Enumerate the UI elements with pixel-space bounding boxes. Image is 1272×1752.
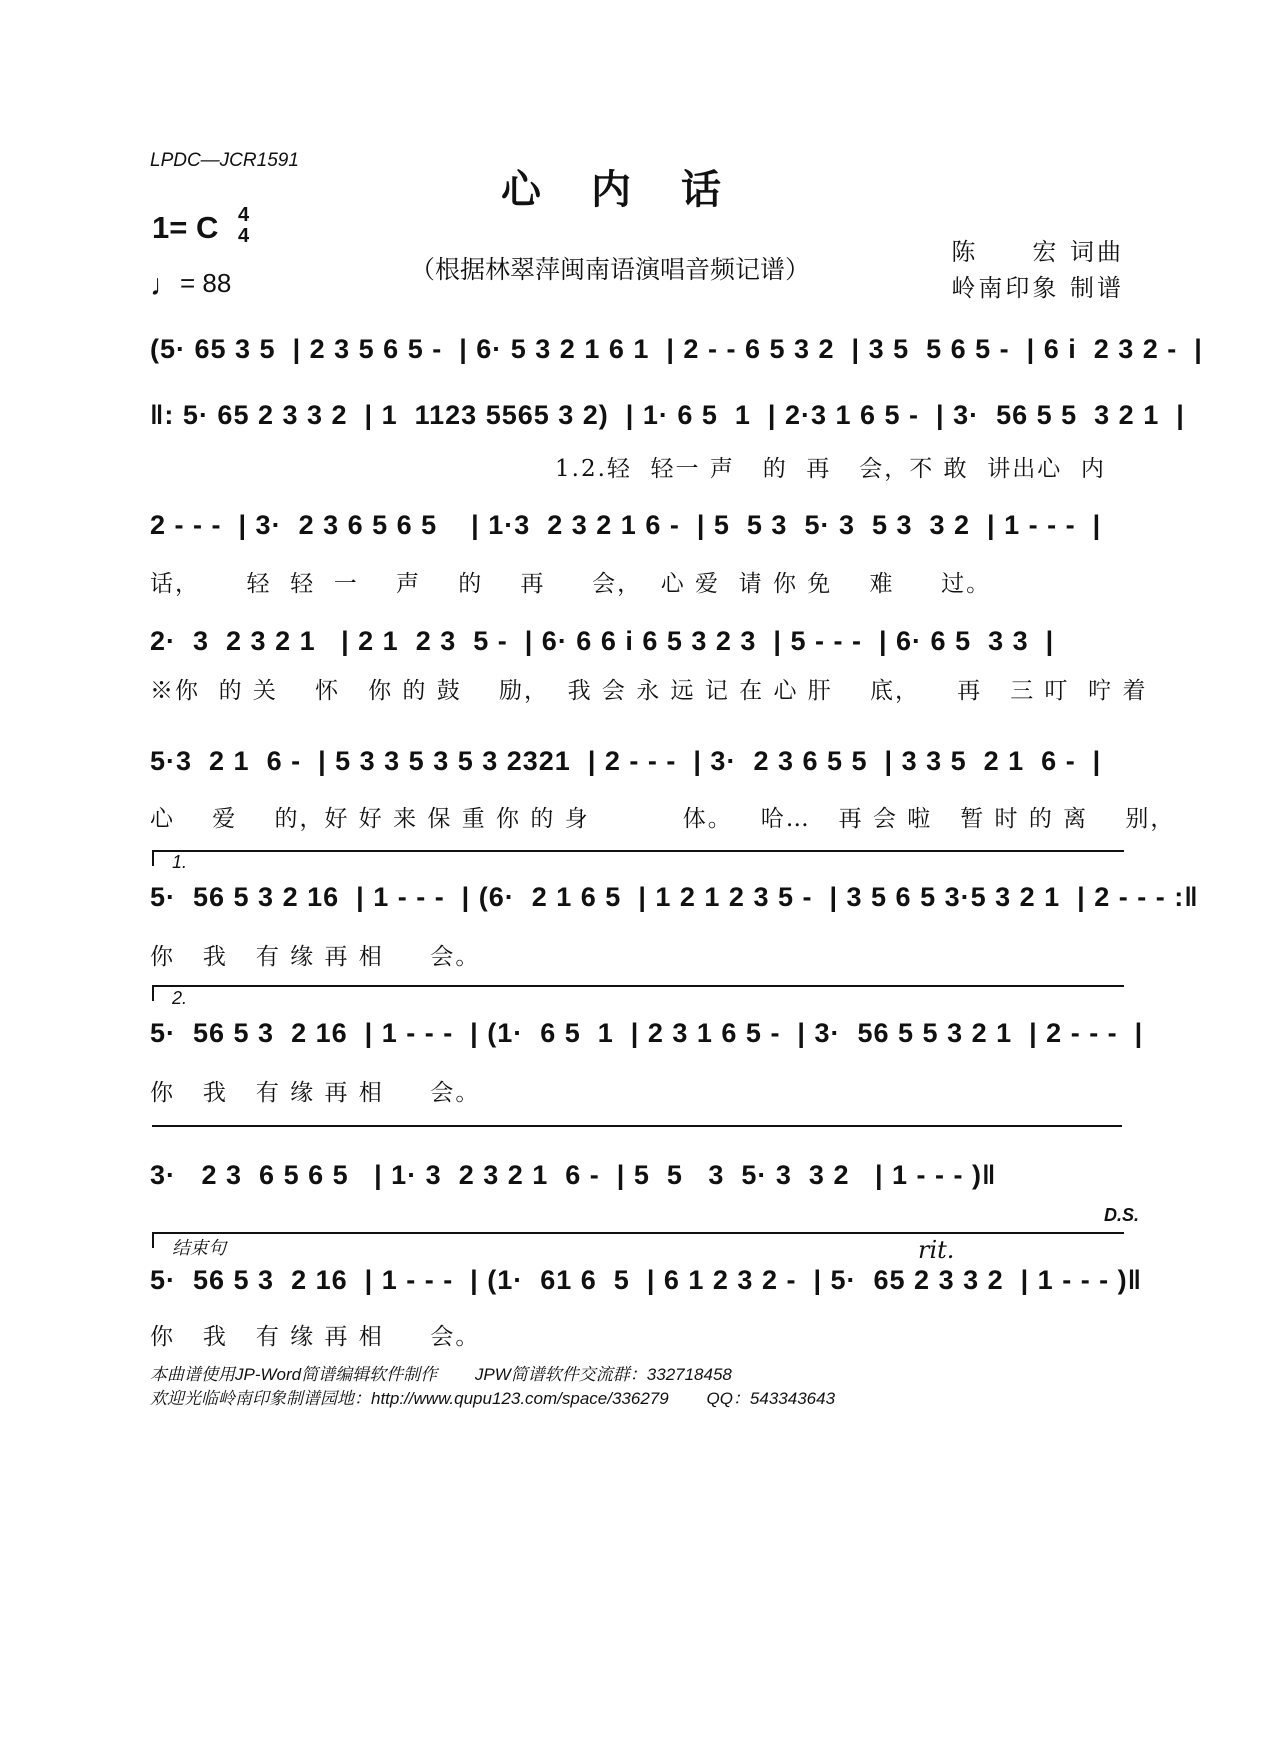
lyrics-row-5: 心 爱 的，好 好 来 保 重 你 的 身 体。 哈… 再 会 啦 暂 时 的 离 别，	[150, 806, 1176, 832]
subtitle: （根据林翠萍闽南语演唱音频记谱）	[410, 255, 811, 284]
music-row-6: 5· 56 5 3 2 16 | 1 - - - | (6· 2 1 6 5 | 1 2 1 2 3 5 - | 3 5 6 5 3·5 3 2 1 | 2 - - - :‖	[150, 882, 1199, 912]
footer-line-1: 本曲谱使用JP-Word简谱编辑软件制作 JPW简谱软件交流群：332718458	[150, 1365, 732, 1384]
time-signature-top: 4	[238, 204, 250, 226]
lyrics-row-2: 1.2.轻 轻一 声 的 再 会，不 敢 讲出心 内	[555, 456, 1106, 482]
lyrics-row-7: 你 我 有 缘 再 相 会。	[150, 1080, 481, 1106]
footer-line-2: 欢迎光临岭南印象制谱园地：http://www.qupu123.com/space/336279 QQ：543343643	[150, 1389, 836, 1408]
key-signature: 1= C	[152, 210, 219, 245]
score-code: LPDC—JCR1591	[150, 150, 299, 171]
credit-arranger: 岭南印象 制谱	[951, 274, 1124, 302]
time-signature-bottom: 4	[238, 225, 250, 247]
music-row-7: 5· 56 5 3 2 16 | 1 - - - | (1· 6 5 1 | 2 3 1 6 5 - | 3· 56 5 5 3 2 1 | 2 - - - |	[150, 1018, 1144, 1048]
music-row-4: 2· 3 2 3 2 1 | 2 1 2 3 5 - | 6· 6 6 i 6 5 3 2 3 | 5 - - - | 6· 6 5 3 3 |	[150, 626, 1055, 656]
song-title: 心内话	[501, 166, 771, 213]
lyrics-row-4: ※你 的 关 怀 你 的 鼓 励， 我 会 永 远 记 在 心 肝 底， 再 三 叮 咛 着	[150, 678, 1148, 704]
lyrics-row-9: 你 我 有 缘 再 相 会。	[150, 1324, 481, 1350]
volta-bracket-2	[152, 985, 1124, 1001]
ending-bracket	[152, 1232, 1124, 1248]
tempo-marking	[150, 268, 231, 303]
time-signature	[238, 205, 249, 247]
volta-bracket-1	[152, 850, 1124, 866]
quarter-note-icon: ♩	[150, 269, 180, 302]
section-rule	[152, 1125, 1122, 1127]
rit-mark: rit.	[918, 1236, 955, 1264]
ds-mark: D.S.	[1104, 1205, 1140, 1225]
lyrics-row-3: 话， 轻 轻 一 声 的 再 会， 心 爱 请 你 免 难 过。	[150, 571, 992, 597]
music-row-8: 3· 2 3 6 5 6 5 | 1· 3 2 3 2 1 6 - | 5 5 3 5· 3 3 2 | 1 - - - )‖	[150, 1160, 997, 1190]
lyrics-row-6: 你 我 有 缘 再 相 会。	[150, 944, 481, 970]
music-row-1: (5· 65 3 5 | 2 3 5 6 5 - | 6· 5 3 2 1 6 1 | 2 - - 6 5 3 2 | 3 5 5 6 5 - | 6 i 2 3 2 - |	[150, 334, 1203, 364]
music-row-2: ‖: 5· 65 2 3 3 2 | 1 1123 5565 3 2) | 1· 6 5 1 | 2·3 1 6 5 - | 3· 56 5 5 3 2 1 |	[150, 400, 1185, 430]
ending-label: 结束句	[172, 1238, 226, 1258]
music-row-9: 5· 56 5 3 2 16 | 1 - - - | (1· 61 6 5 | 6 1 2 3 2 - | 5· 65 2 3 3 2 | 1 - - - )‖	[150, 1265, 1143, 1295]
music-row-5: 5·3 2 1 6 - | 5 3 3 5 3 5 3 2321 | 2 - - - | 3· 2 3 6 5 5 | 3 3 5 2 1 6 - |	[150, 746, 1102, 776]
credit-composer: 陈 宏 词曲	[951, 238, 1124, 266]
music-row-3: 2 - - - | 3· 2 3 6 5 6 5 | 1·3 2 3 2 1 6 - | 5 5 3 5· 3 5 3 3 2 | 1 - - - |	[150, 510, 1102, 540]
volta-label-1: 1.	[172, 852, 188, 872]
volta-label-2: 2.	[172, 988, 188, 1008]
tempo-value: = 88	[180, 268, 232, 298]
